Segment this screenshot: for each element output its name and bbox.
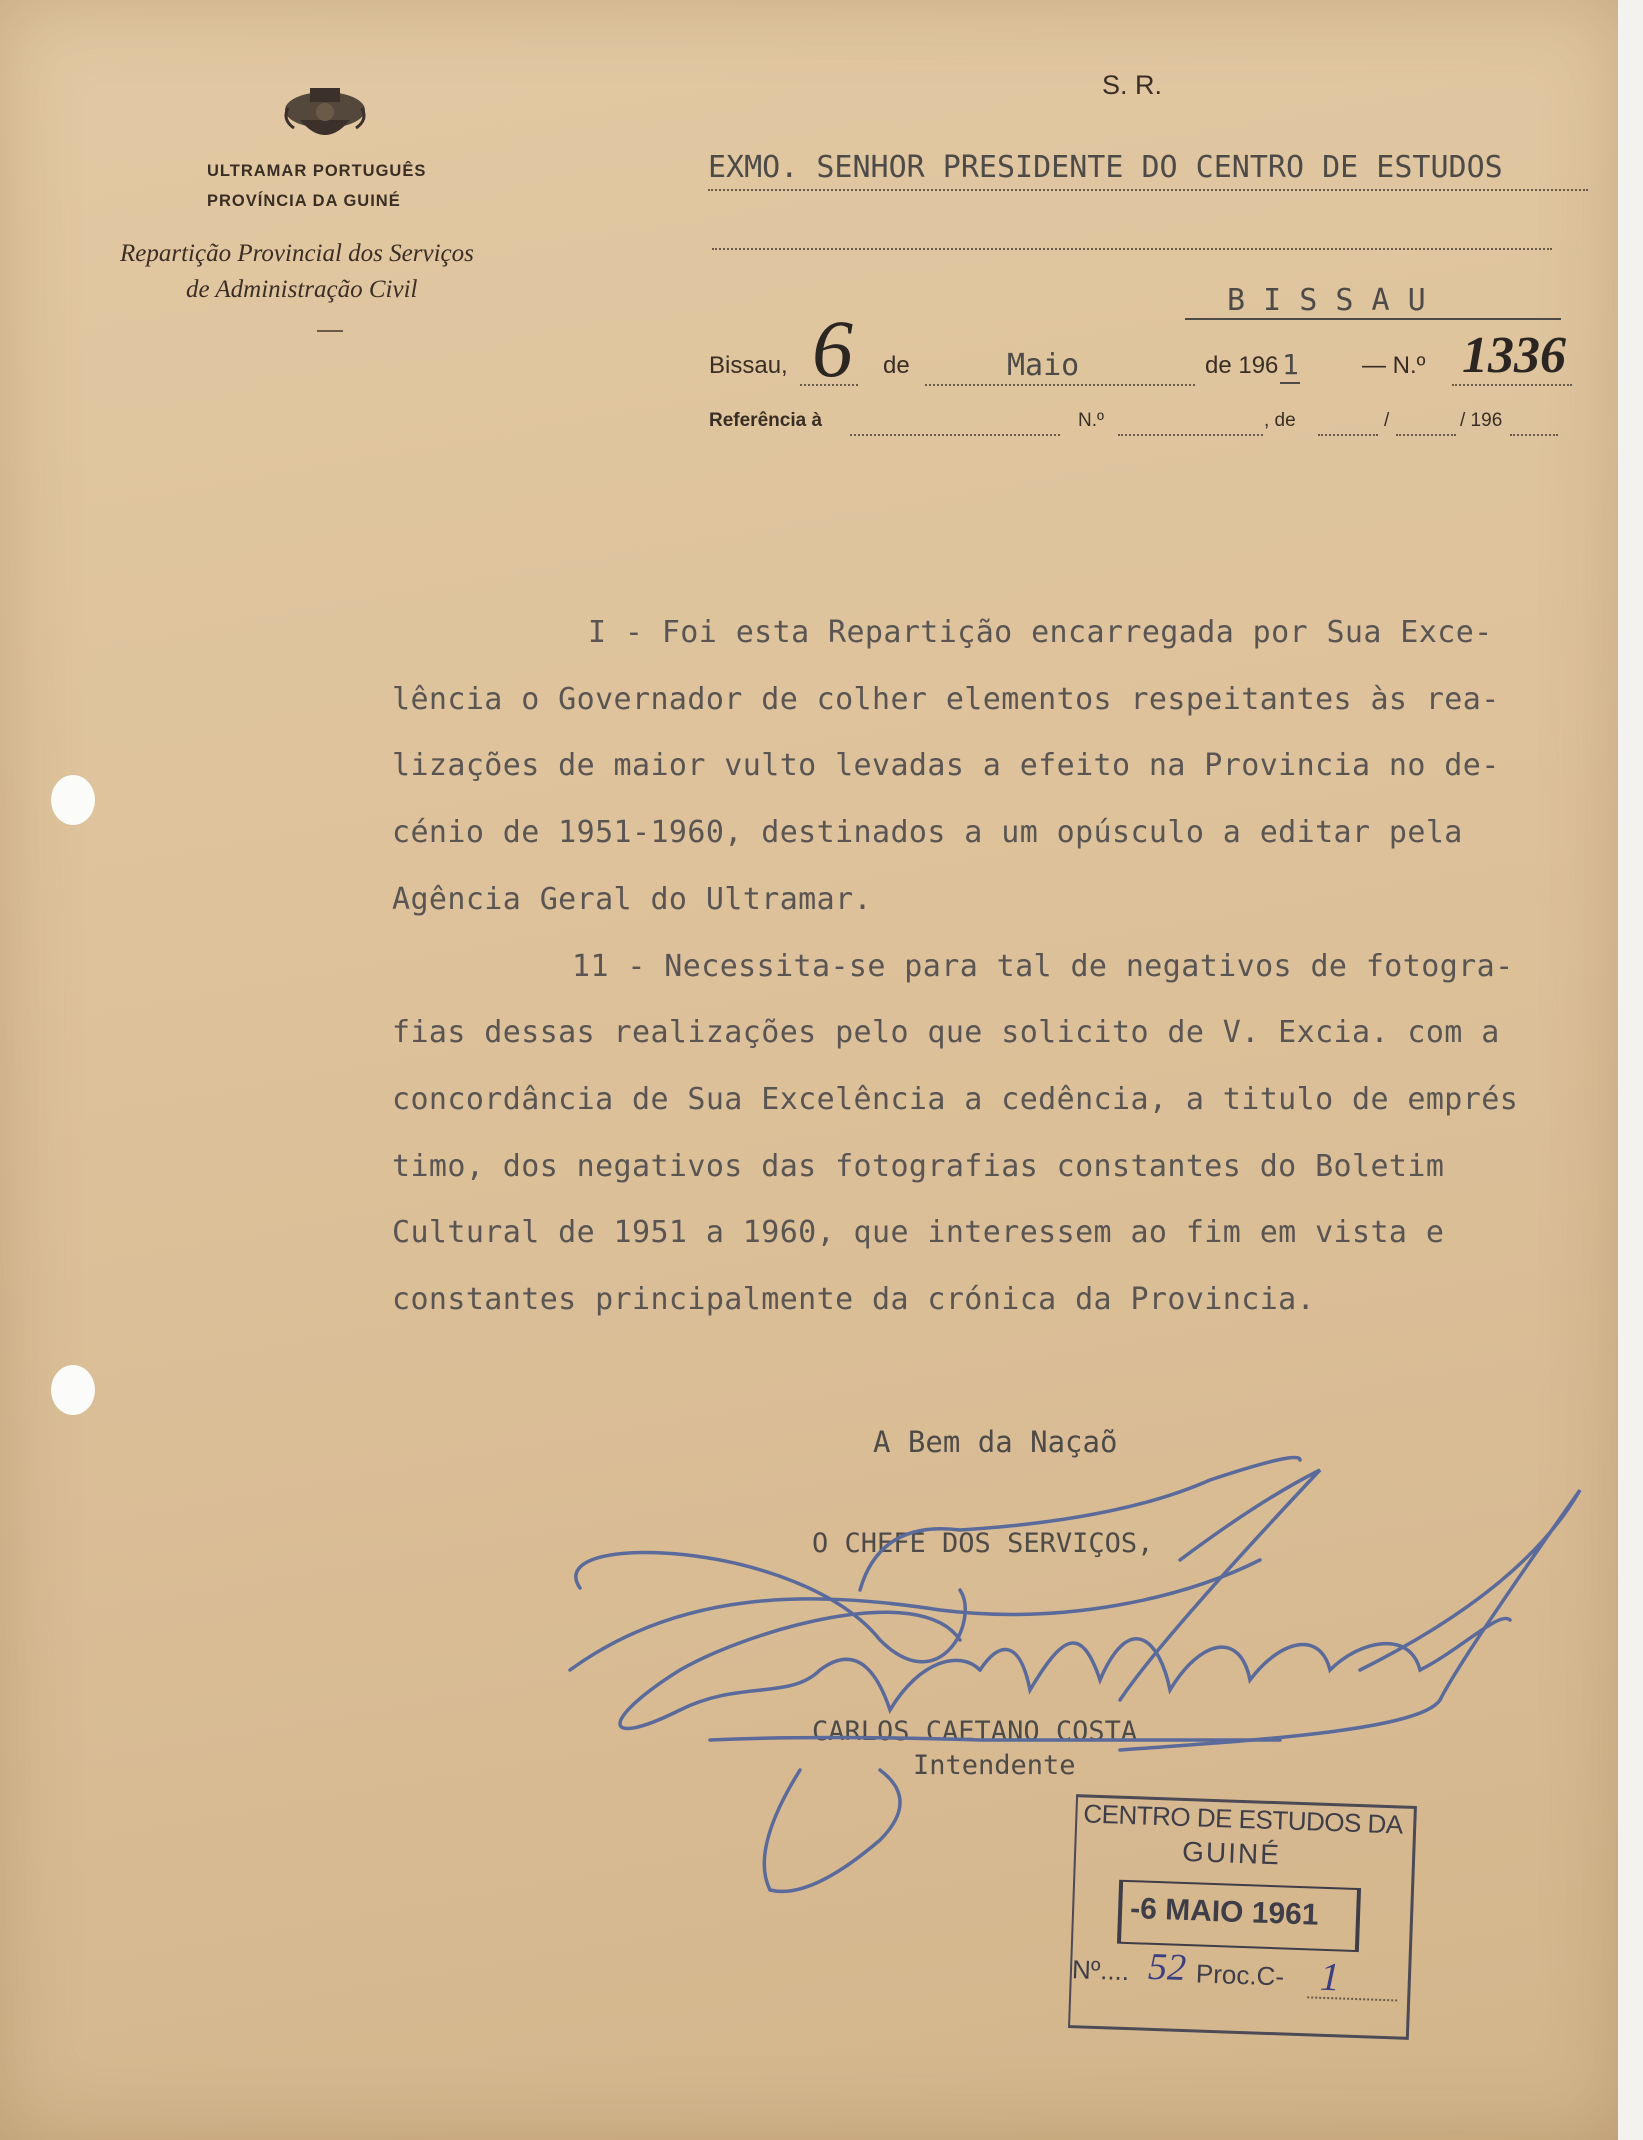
sr-mark: S. R. xyxy=(1102,70,1163,100)
reference-dots-4 xyxy=(1396,434,1456,436)
department-line1: Repartição Provincial dos Serviços xyxy=(120,240,474,267)
stamp-number-label: Nº.... xyxy=(1071,1954,1130,1987)
letterhead-divider xyxy=(317,330,343,332)
body-line: I - Foi esta Repartição encarregada por Sua Exce- xyxy=(588,615,1493,650)
letterhead-line2: PROVÍNCIA DA GUINÉ xyxy=(207,192,401,210)
body-line: timo, dos negativos das fotografias constantes do Boletim xyxy=(392,1149,1445,1184)
body-line: fias dessas realizações pelo que solicito de V. Excia. com a xyxy=(392,1015,1500,1050)
signatory-role: Intendente xyxy=(913,1750,1076,1781)
coat-of-arms-icon xyxy=(280,80,370,152)
stamp-line1: CENTRO DE ESTUDOS DA xyxy=(1082,1798,1404,1840)
letterhead-line1: ULTRAMAR PORTUGUÊS xyxy=(207,162,427,180)
reference-dots-1 xyxy=(850,434,1060,436)
closing-title: O CHEFE DOS SERVIÇOS, xyxy=(812,1528,1154,1559)
stamp-date: -6 MAIO 1961 xyxy=(1129,1892,1320,1932)
date-year-label: de 196 xyxy=(1205,352,1279,379)
body-line: concordância de Sua Excelência a cedência, a titulo de emprés xyxy=(392,1082,1519,1117)
stamp-number-value: 52 xyxy=(1147,1945,1187,1990)
reference-de-label: , de xyxy=(1264,410,1296,431)
punch-hole-top xyxy=(51,775,95,825)
scan-margin xyxy=(1618,0,1643,2140)
date-place-label: Bissau, xyxy=(709,352,788,379)
body-line: constantes principalmente da crónica da Provincia. xyxy=(392,1282,1316,1317)
date-number-label: — N.º xyxy=(1362,352,1426,379)
addressee-city-underline xyxy=(1185,318,1561,320)
month-dots xyxy=(925,384,1195,386)
closing-salutation: A Bem da Naçaõ xyxy=(873,1425,1118,1459)
reference-dots-2 xyxy=(1118,434,1263,436)
stamp-proc-label: Proc.C- xyxy=(1195,1958,1285,1992)
addressee-dots-2 xyxy=(712,248,1552,250)
stamp-proc-value: 1 xyxy=(1319,1953,1341,2000)
date-de-label: de xyxy=(883,352,910,379)
addressee-city: B I S S A U xyxy=(1227,283,1426,318)
reference-dots-3 xyxy=(1318,434,1378,436)
reference-slash: / xyxy=(1384,410,1390,431)
body-line: Agência Geral do Ultramar. xyxy=(392,882,872,917)
date-month: Maio xyxy=(1007,348,1080,383)
body-line: Cultural de 1951 a 1960, que interessem ao fim em vista e xyxy=(392,1215,1445,1250)
body-line: lizações de maior vulto levadas a efeito na Provincia no de- xyxy=(392,748,1500,783)
department-line2: de Administração Civil xyxy=(186,276,418,303)
received-stamp xyxy=(1068,1794,1416,2038)
reference-year-label: / 196 xyxy=(1460,410,1503,431)
addressee-line: EXMO. SENHOR PRESIDENTE DO CENTRO DE ESTUDOS xyxy=(708,150,1503,185)
body-line: 11 - Necessita-se para tal de negativos de fotogra- xyxy=(572,949,1514,984)
reference-number-label: N.º xyxy=(1078,410,1104,431)
reference-label: Referência à xyxy=(709,410,823,431)
body-line: lência o Governador de colher elementos respeitantes às rea- xyxy=(392,682,1500,717)
year-digit-underline xyxy=(1280,382,1300,384)
addressee-dots-1 xyxy=(708,189,1588,191)
signatory-name: CARLOS CAETANO COSTA xyxy=(812,1716,1138,1747)
letter-number: 1336 xyxy=(1462,327,1566,384)
body-line: cénio de 1951-1960, destinados a um opúsculo a editar pela xyxy=(392,815,1463,850)
reference-dots-5 xyxy=(1510,434,1558,436)
punch-hole-bottom xyxy=(51,1365,95,1415)
date-year-digit: 1 xyxy=(1282,348,1299,381)
stamp-line2: GUINÉ xyxy=(1181,1835,1282,1871)
date-day: 6 xyxy=(812,303,853,394)
